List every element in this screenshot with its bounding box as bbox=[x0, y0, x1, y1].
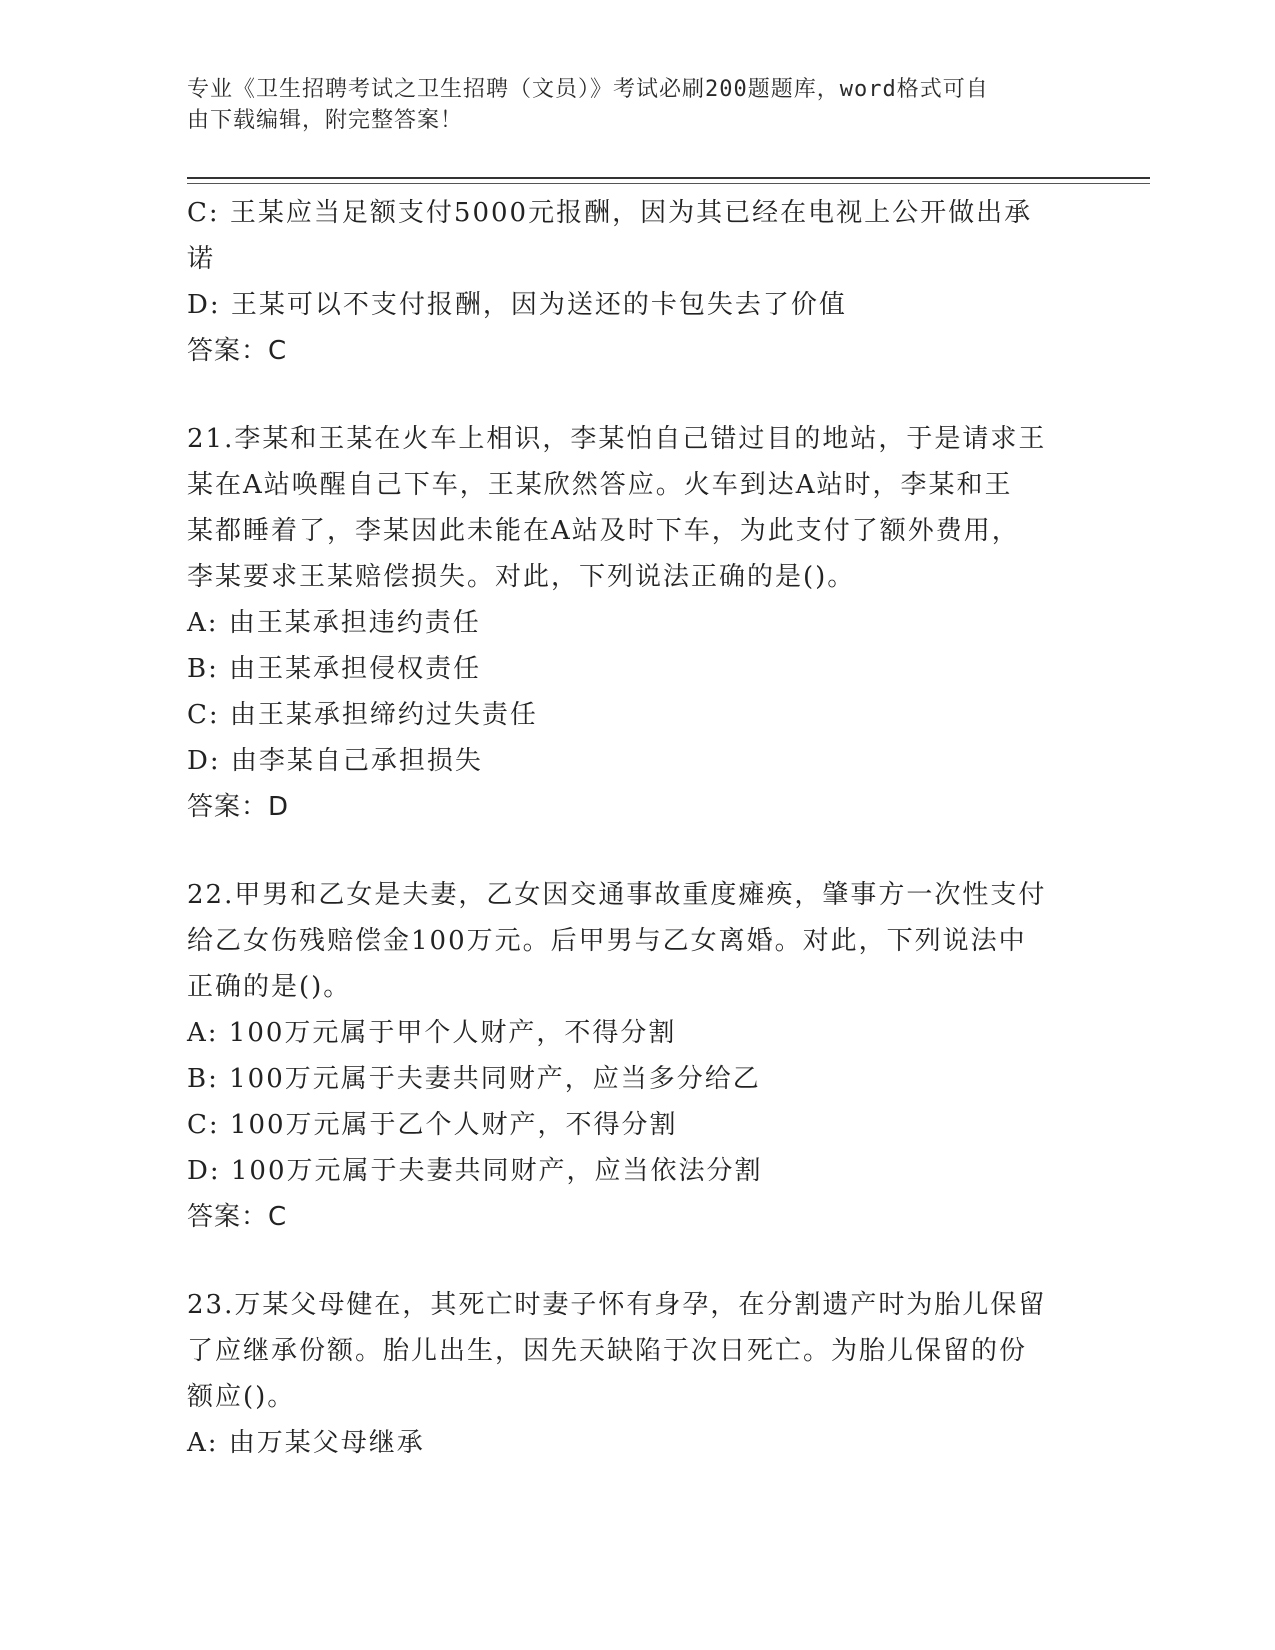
option-c: C: 由王某承担缔约过失责任 bbox=[187, 700, 538, 730]
header-divider-thin bbox=[187, 183, 1150, 184]
header-line-2: 由下载编辑，附完整答案！ bbox=[187, 108, 464, 133]
question-text-line: 21.李某和王某在火车上相识，李某怕自己错过目的地站，于是请求王 bbox=[187, 424, 1047, 454]
question-text-line: 某在A站唤醒自己下车，王某欣然答应。火车到达A站时，李某和王 bbox=[187, 470, 1013, 500]
answer-line: 答案：C bbox=[187, 1202, 288, 1232]
question-text-line: 23.万某父母健在，其死亡时妻子怀有身孕，在分割遗产时为胎儿保留 bbox=[187, 1290, 1047, 1320]
option-c-continued: 诺 bbox=[187, 244, 216, 274]
answer-line: 答案：D bbox=[187, 792, 290, 822]
question-text-line: 某都睡着了，李某因此未能在A站及时下车，为此支付了额外费用， bbox=[187, 516, 1020, 546]
question-22 bbox=[187, 872, 1087, 1240]
option-d: D: 王某可以不支付报酬，因为送还的卡包失去了价值 bbox=[187, 290, 847, 320]
option-d: D: 由李某自己承担损失 bbox=[187, 746, 483, 776]
question-spacer bbox=[187, 1240, 1087, 1282]
option-a: A: 由万某父母继承 bbox=[187, 1428, 425, 1458]
question-23 bbox=[187, 1282, 1087, 1466]
option-c: C: 王某应当足额支付5000元报酬，因为其已经在电视上公开做出承 bbox=[187, 198, 1033, 228]
option-d: D: 100万元属于夫妻共同财产，应当依法分割 bbox=[187, 1156, 763, 1186]
question-text-line: 李某要求王某赔偿损失。对此，下列说法正确的是()。 bbox=[187, 562, 856, 592]
answer-line: 答案：C bbox=[187, 336, 288, 366]
option-c: C: 100万元属于乙个人财产，不得分割 bbox=[187, 1110, 678, 1140]
previous-question-tail bbox=[187, 190, 1087, 374]
document-header bbox=[187, 74, 1067, 136]
header-divider-thick bbox=[187, 177, 1150, 179]
question-spacer bbox=[187, 830, 1087, 872]
question-text-line: 了应继承份额。胎儿出生，因先天缺陷于次日死亡。为胎儿保留的份 bbox=[187, 1336, 1028, 1366]
option-a: A: 由王某承担违约责任 bbox=[187, 608, 481, 638]
question-spacer bbox=[187, 374, 1087, 416]
question-text-line: 给乙女伤残赔偿金100万元。后甲男与乙女离婚。对此，下列说法中 bbox=[187, 926, 1027, 956]
option-b: B: 由王某承担侵权责任 bbox=[187, 654, 482, 684]
question-text-line: 22.甲男和乙女是夫妻，乙女因交通事故重度瘫痪，肇事方一次性支付 bbox=[187, 880, 1047, 910]
header-line-1: 专业《卫生招聘考试之卫生招聘（文员）》考试必刷200题题库，word格式可自 bbox=[187, 77, 989, 102]
question-content bbox=[187, 190, 1087, 1466]
question-text-line: 正确的是()。 bbox=[187, 972, 352, 1002]
question-text-line: 额应()。 bbox=[187, 1382, 296, 1412]
option-a: A: 100万元属于甲个人财产，不得分割 bbox=[187, 1018, 677, 1048]
question-21 bbox=[187, 416, 1087, 830]
option-b: B: 100万元属于夫妻共同财产，应当多分给乙 bbox=[187, 1064, 761, 1094]
